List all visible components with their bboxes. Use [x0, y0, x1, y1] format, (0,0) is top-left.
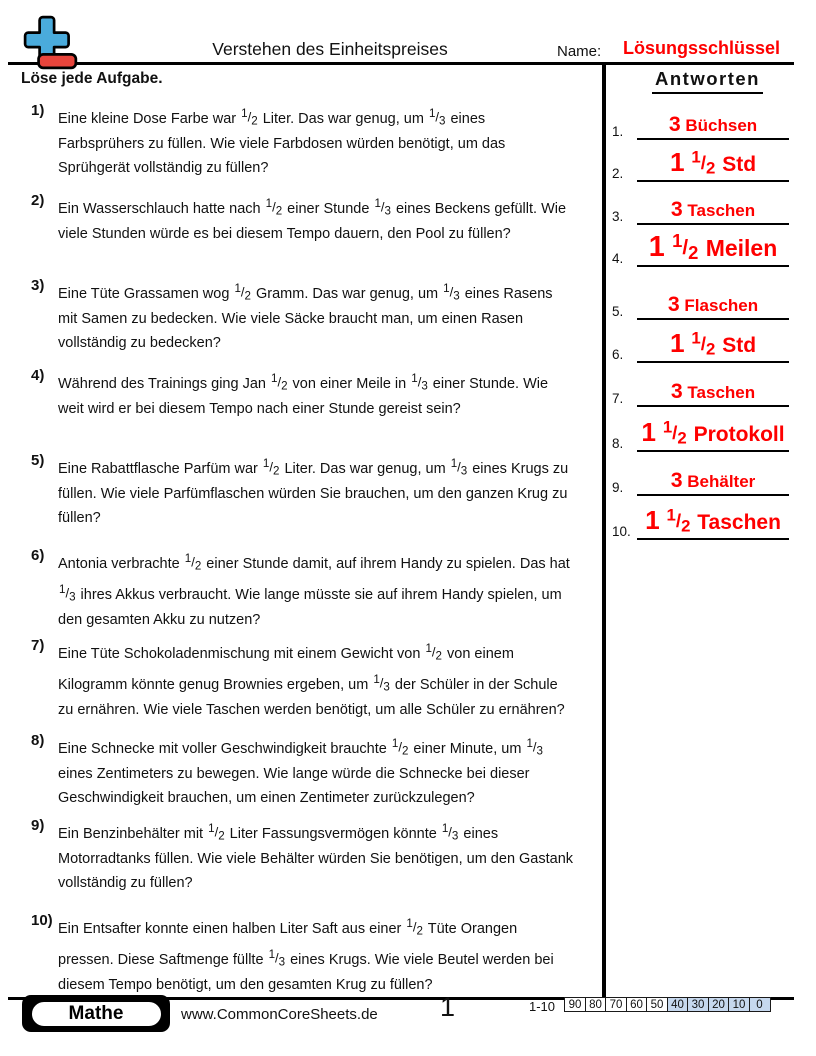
answer-row — [603, 500, 793, 540]
problem-item — [22, 817, 574, 895]
problem-text: Eine Schnecke mit voller Geschwindigkeit brauchte $^1/_2$ einer Minute, um $^1/_3$ eines Zentimeters zu bewegen. Wie lange würde die Schnecke bei dieser Geschwindigkeit brauchen, um einen Zentimeter zurückzulegen? — [58, 737, 543, 806]
website-url: www.CommonCoreSheets.de — [181, 1006, 378, 1023]
score-cell: 80 — [585, 997, 607, 1012]
answer-key-label: Lösungsschlüssel — [623, 38, 781, 58]
name-label: Name: — [557, 43, 602, 60]
answer-value: 1 $^1/_2$ Meilen — [648, 229, 778, 263]
answer-blank-line — [637, 230, 789, 267]
answer-number: 5. — [612, 304, 624, 319]
score-cell: 10 — [728, 997, 750, 1012]
problem-number: 1) — [31, 102, 45, 119]
answer-number: 8. — [612, 436, 624, 451]
answer-number: 9. — [612, 480, 624, 495]
answer-value: 3 Flaschen — [667, 292, 759, 316]
problem-text: Während des Trainings ging Jan $^1/_2$ von einer Meile in $^1/_3$ einer Stunde. Wie weit wird er bei diesem Tempo nach einer Stunde gereist sein? — [58, 372, 549, 418]
answer-row — [603, 185, 793, 225]
answer-blank-line — [637, 468, 789, 496]
answer-row — [603, 412, 793, 452]
score-cell: 30 — [687, 997, 709, 1012]
answer-number: 1. — [612, 124, 624, 139]
problem-text: Eine Tüte Grassamen wog $^1/_2$ Gramm. Das war genug, um $^1/_3$ eines Rasens mit Samen zu bedecken. Wie viele Säcke braucht man, um einen Rasen vollständig zu bedecken? — [58, 282, 553, 351]
answer-blank-line — [637, 417, 789, 452]
answer-value: 3 Taschen — [670, 197, 756, 221]
answer-number: 3. — [612, 209, 624, 224]
problem-text: Ein Wasserschlauch hatte nach $^1/_2$ einer Stunde $^1/_3$ eines Beckens gefüllt. Wie viele Stunden würde es bei diesem Tempo dauern, den Pool zu füllen? — [58, 197, 567, 243]
score-cell: 90 — [564, 997, 586, 1012]
answer-blank-line — [637, 197, 789, 225]
problem-item — [22, 637, 574, 723]
score-cell: 70 — [605, 997, 627, 1012]
problem-text: Eine Rabattflasche Parfüm war $^1/_2$ Liter. Das war genug, um $^1/_3$ eines Krugs zu füllen. Wie viele Parfümflaschen würden Sie brauchen, um den ganzen Krug zu füllen? — [58, 457, 569, 526]
answer-blank-line — [637, 328, 789, 363]
answer-blank-line — [637, 505, 789, 540]
answer-blank-line — [637, 147, 789, 182]
answer-row — [603, 367, 793, 407]
answer-number: 4. — [612, 251, 624, 266]
problem-number: 8) — [31, 732, 45, 749]
answer-value: 3 Taschen — [670, 379, 756, 403]
answer-value: 1 $^1/_2$ Protokoll — [641, 417, 785, 448]
plus-minus-logo — [22, 14, 80, 72]
problem-item — [22, 732, 574, 810]
subject-badge — [22, 995, 170, 1032]
answer-number: 6. — [612, 347, 624, 362]
problem-text: Eine kleine Dose Farbe war $^1/_2$ Liter. Das war genug, um $^1/_3$ eines Farbsprühers zu füllen. Wie viele Farbdosen würden benötigt, um das Sprühgerät vollständig zu füllen? — [58, 107, 506, 176]
problem-number: 6) — [31, 547, 45, 564]
problem-item — [22, 452, 574, 530]
problem-number: 9) — [31, 817, 45, 834]
answer-row — [603, 100, 793, 140]
problem-number: 3) — [31, 277, 45, 294]
answer-row — [603, 142, 793, 182]
score-cell: 40 — [667, 997, 689, 1012]
answer-value: 3 Büchsen — [668, 112, 758, 136]
answer-blank-line — [637, 112, 789, 140]
problem-text: Eine Tüte Schokoladenmischung mit einem Gewicht von $^1/_2$ von einem Kilogramm könnte genug Brownies ergeben, um $^1/_3$ der Schüler in der Schule zu ernähren. Wie viele Taschen werden benötigt, um alle Schüler zu ernähren? — [58, 642, 565, 719]
worksheet-title: Verstehen des Einheitspreises — [212, 39, 448, 59]
problem-item — [22, 192, 574, 247]
score-cell: 0 — [749, 997, 771, 1012]
instruction-text: Löse jede Aufgabe. — [21, 70, 163, 87]
problem-item — [22, 102, 574, 180]
score-range-label: 1-10 — [529, 999, 556, 1014]
answer-row — [603, 280, 793, 320]
score-cell: 50 — [646, 997, 668, 1012]
answer-value: 1 $^1/_2$ Std — [669, 328, 757, 359]
answer-number: 10. — [612, 524, 631, 539]
problem-item — [22, 367, 574, 422]
subject-label: Mathe — [30, 1000, 163, 1028]
answer-value: 1 $^1/_2$ Std — [669, 147, 757, 178]
answer-row — [603, 323, 793, 363]
problem-text: Ein Entsafter konnte einen halben Liter Saft aus einer $^1/_2$ Tüte Orangen pressen. Diese Saftmenge füllte $^1/_3$ eines Krugs. Wie viele Beutel werden bei diesem Tempo benötigt, um den gesamten Krug zu füllen? — [58, 917, 554, 994]
problem-number: 10) — [31, 912, 53, 929]
problem-number: 4) — [31, 367, 45, 384]
score-grid — [564, 997, 771, 1012]
answer-value: 3 Behälter — [670, 468, 756, 492]
answers-heading: Antworten — [652, 68, 763, 94]
header-rule — [8, 62, 794, 65]
problem-number: 5) — [31, 452, 45, 469]
answer-blank-line — [637, 292, 789, 320]
problem-number: 2) — [31, 192, 45, 209]
problem-text: Antonia verbrachte $^1/_2$ einer Stunde damit, auf ihrem Handy zu spielen. Das hat $^1/_3$ ihres Akkus verbraucht. Wie lange müsste sie auf ihrem Handy spielen, um den gesamten Akku zu nutzen? — [58, 552, 570, 629]
problem-number: 7) — [31, 637, 45, 654]
answer-number: 2. — [612, 166, 624, 181]
score-cell: 60 — [626, 997, 648, 1012]
problem-item — [22, 277, 574, 355]
problem-item — [22, 547, 574, 633]
page-number: 1 — [440, 992, 456, 1022]
minus-icon — [39, 54, 76, 67]
answer-row — [603, 456, 793, 496]
answer-value: 1 $^1/_2$ Taschen — [645, 505, 781, 536]
answer-number: 7. — [612, 391, 624, 406]
score-cell: 20 — [708, 997, 730, 1012]
answer-blank-line — [637, 379, 789, 407]
answer-row — [603, 227, 793, 267]
problem-text: Ein Benzinbehälter mit $^1/_2$ Liter Fassungsvermögen könnte $^1/_3$ eines Motorradtanks füllen. Wie viele Behälter würden Sie benötigen, um den Gastank vollständig zu füllen? — [58, 822, 574, 891]
problem-item — [22, 912, 574, 998]
